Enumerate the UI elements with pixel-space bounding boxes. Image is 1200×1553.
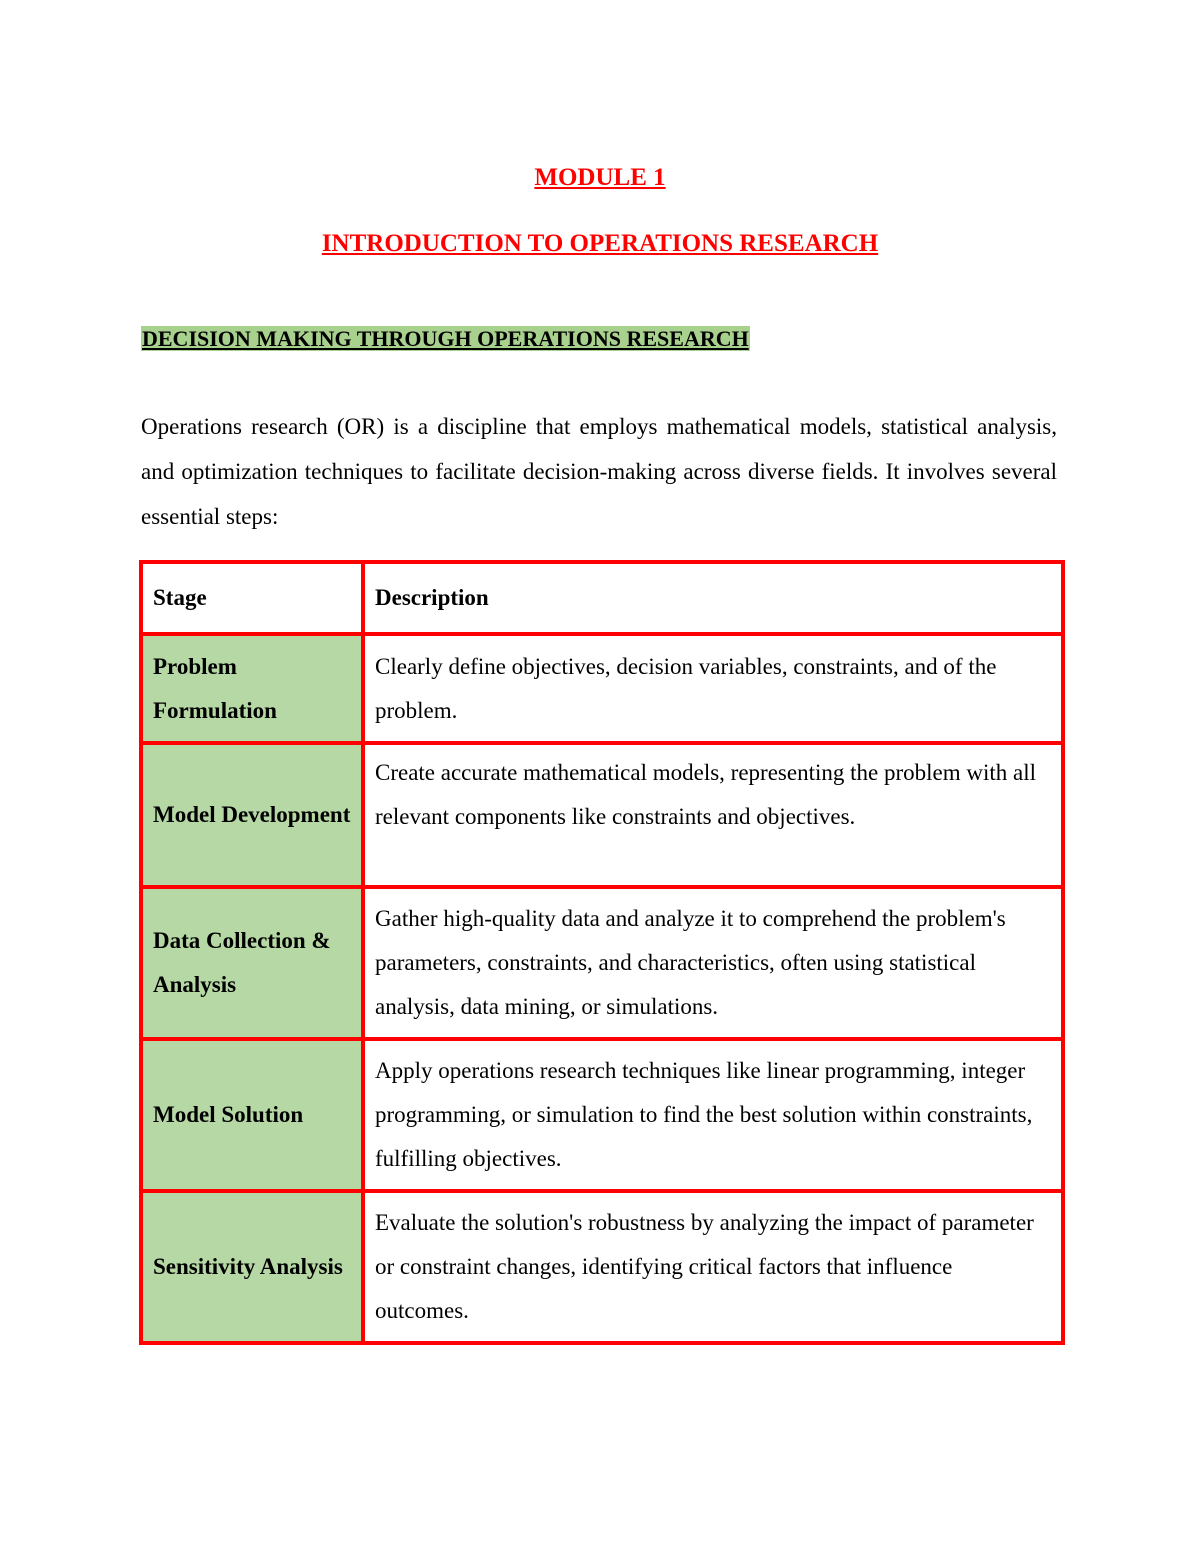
description-cell: Apply operations research techniques like linear programming, integer programming, or simulation to find the best solution within constraints, fulfilling objectives. — [363, 1039, 1063, 1191]
description-cell: Create accurate mathematical models, representing the problem with all relevant components like constraints and objectives. — [363, 743, 1063, 887]
table-row — [141, 743, 1063, 887]
stage-cell: Problem Formulation — [141, 634, 363, 743]
table-row — [141, 1039, 1063, 1191]
table-row — [141, 634, 1063, 743]
stages-table — [139, 560, 1065, 1345]
stage-cell: Model Development — [141, 743, 363, 887]
table-row — [141, 1191, 1063, 1343]
table-row — [141, 887, 1063, 1039]
section-heading-text: DECISION MAKING THROUGH OPERATIONS RESEARCH — [142, 326, 749, 351]
description-cell: Gather high-quality data and analyze it to comprehend the problem's parameters, constraints, and characteristics, often using statistical analysis, data mining, or simulations. — [363, 887, 1063, 1039]
module-title: MODULE 1 — [534, 164, 666, 191]
stage-cell: Data Collection & Analysis — [141, 887, 363, 1039]
column-header-stage: Stage — [141, 562, 363, 634]
description-cell: Clearly define objectives, decision variables, constraints, and of the problem. — [363, 634, 1063, 743]
table-header-row — [141, 562, 1063, 634]
description-cell: Evaluate the solution's robustness by analyzing the impact of parameter or constraint changes, identifying critical factors that influence outcomes. — [363, 1191, 1063, 1343]
stage-cell: Sensitivity Analysis — [141, 1191, 363, 1343]
column-header-description: Description — [363, 562, 1063, 634]
stage-cell: Model Solution — [141, 1039, 363, 1191]
chapter-title: INTRODUCTION TO OPERATIONS RESEARCH — [321, 230, 879, 257]
section-heading — [141, 324, 750, 354]
intro-paragraph: Operations research (OR) is a discipline that employs mathematical models, statistical analysis, and optimization techniques to facilitate decision-making across diverse fields. It involves several essential steps: — [141, 414, 1057, 529]
